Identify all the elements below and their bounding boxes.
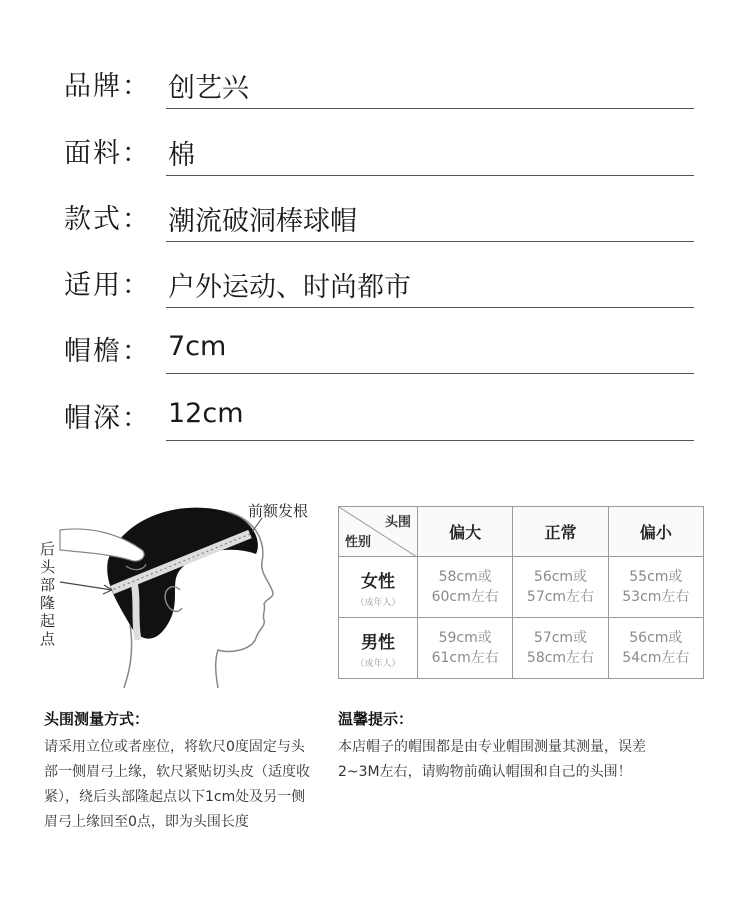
occipital-point-label: 后头部隆起点: [40, 540, 56, 648]
tip-title: 温馨提示：: [338, 710, 414, 728]
size-value-cell: 59cm或61cm左右: [418, 618, 513, 679]
head-measure-diagram: [30, 490, 340, 690]
neck-line: [124, 625, 132, 688]
arrow-icon: [60, 582, 112, 590]
spec-row-fabric: [0, 93, 750, 171]
gender-note: （成年人）: [355, 597, 401, 608]
corner-head-label: 头围: [384, 515, 411, 530]
spec-value: 潮流破洞棒球帽: [168, 206, 357, 237]
size-value-cell: 56cm或54cm左右: [608, 618, 703, 679]
spec-row-depth: [0, 358, 750, 434]
corner-gender-label: 性别: [345, 535, 372, 550]
size-value-cell: 57cm或58cm左右: [513, 618, 608, 679]
spec-value: 12cm: [168, 398, 244, 429]
gender-cell: [339, 557, 418, 618]
table-row: [339, 557, 704, 618]
table-corner-cell: [339, 507, 418, 557]
spec-row-usage: [0, 225, 750, 303]
spec-label: 帽檐：: [64, 336, 151, 367]
spec-value: 棉: [168, 140, 195, 171]
gender-label: 男性: [361, 632, 395, 653]
size-table: [338, 506, 704, 679]
forehead-hairline-label: 前额发根: [248, 502, 309, 520]
column-header-normal: 正常: [513, 507, 608, 557]
table-row: [339, 618, 704, 679]
size-value-cell: 58cm或60cm左右: [418, 557, 513, 618]
method-body: 请采用立位或者座位，将软尺0度固定与头部一侧眉弓上缘，软尺紧贴切头皮（适度收紧），绕后头部隆起点以下1cm处及另一侧眉弓上缘回至0点，即为头围长度: [44, 739, 310, 830]
gender-label: 女性: [361, 571, 395, 592]
size-value-cell: 56cm或57cm左右: [513, 557, 608, 618]
method-title: 头围测量方式：: [44, 710, 150, 728]
hair-shape: [107, 508, 258, 639]
spec-label: 帽深：: [64, 403, 151, 434]
size-table-header: [339, 507, 704, 557]
spec-underline: [166, 440, 694, 441]
spec-value: 创艺兴: [168, 73, 249, 104]
spec-label: 面料：: [64, 138, 151, 169]
spec-row-brim: [0, 291, 750, 367]
spec-value: 户外运动、时尚都市: [168, 272, 411, 303]
spec-label: 款式：: [64, 204, 151, 235]
spec-value: 7cm: [168, 331, 227, 362]
spec-row-style: [0, 159, 750, 237]
tip-body: 本店帽子的帽围都是由专业帽围测量其测量，误差2~3M左右，请购物前确认帽围和自己的头围！: [338, 739, 646, 780]
gender-note: （成年人）: [355, 658, 401, 669]
column-header-large: 偏大: [418, 507, 513, 557]
spec-label: 品牌：: [64, 71, 151, 102]
spec-row-brand: [0, 26, 750, 104]
spec-label: 适用：: [64, 270, 151, 301]
column-header-small: 偏小: [608, 507, 703, 557]
gender-cell: [339, 618, 418, 679]
size-value-cell: 55cm或53cm左右: [608, 557, 703, 618]
